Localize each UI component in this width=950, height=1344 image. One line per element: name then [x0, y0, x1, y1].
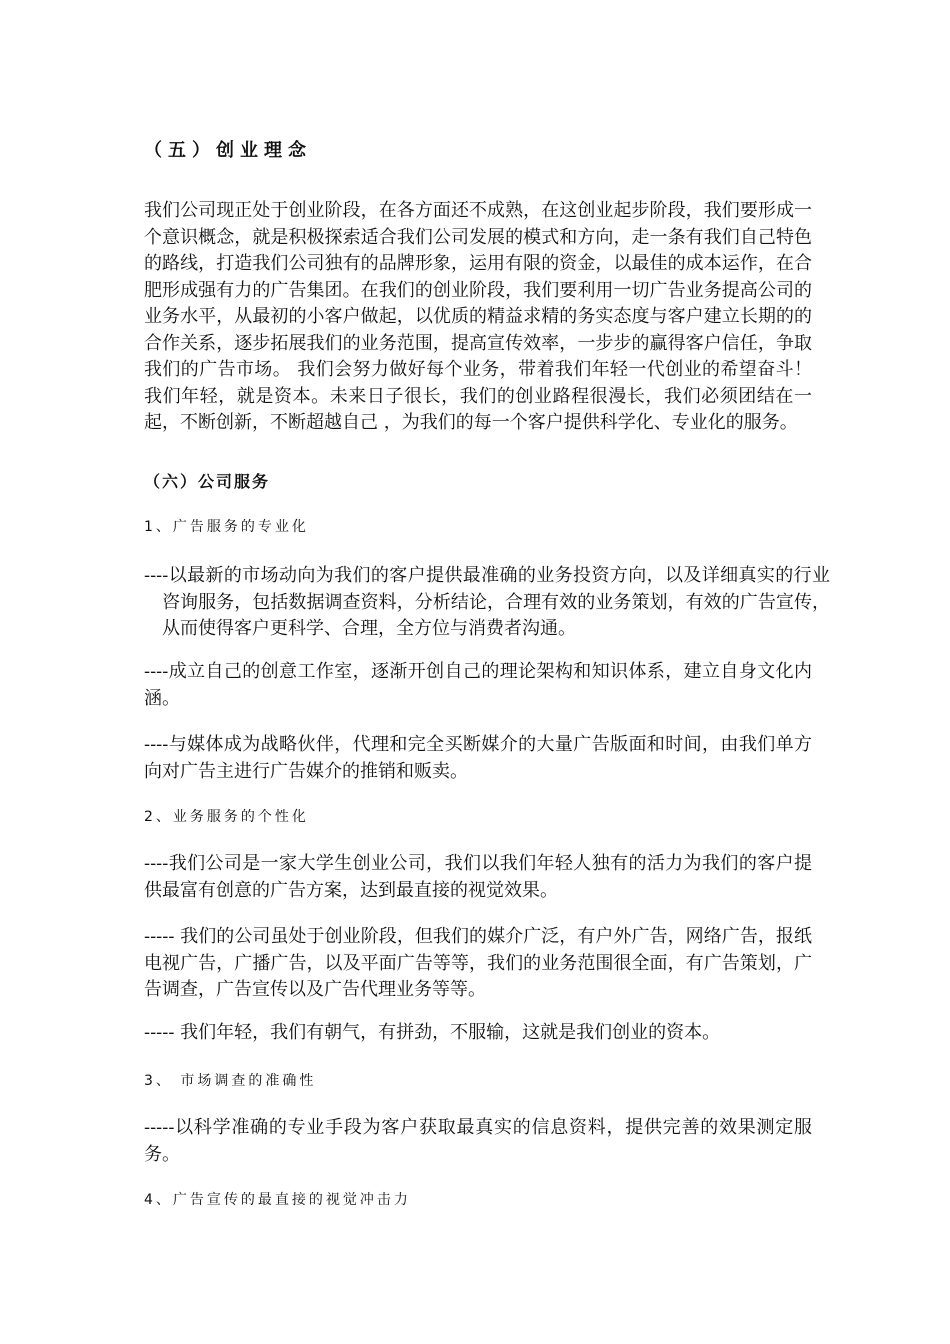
service-1-paragraph-1: ----以最新的市场动向为我们的客户提供最准确的业务投资方向，以及详细真实的行业咨询服务，包括数据调查资料，分析结论，合理有效的业务策划，有效的广告宣传，从而使得客户更科学、合理，全方位与消费者沟通。: [144, 565, 830, 639]
service-1-heading: 1、广告服务的专业化: [144, 519, 309, 535]
service-2-paragraph-1: ----我们公司是一家大学生创业公司，我们以我们年轻人独有的活力为我们的客户提供最富有创意的广告方案，达到最直接的视觉效果。: [144, 853, 812, 901]
service-1-paragraph-2: ----成立自己的创意工作室，逐渐开创自己的理论架构和知识体系，建立自身文化内涵。: [144, 661, 812, 709]
service-2-paragraph-2: ----- 我们的公司虽处于创业阶段，但我们的媒介广泛，有户外广告，网络广告，报纸电视广告，广播广告，以及平面广告等等，我们的业务范围很全面，有广告策划，广告调查，广告宣传以及广告代理业务等等。: [144, 926, 812, 1000]
service-3-heading: 3、 市场调查的准确性: [144, 1073, 317, 1089]
service-4-heading: 4、广告宣传的最直接的视觉冲击力: [144, 1192, 411, 1208]
service-3-paragraph-1: -----以科学准确的专业手段为客户获取最真实的信息资料，提供完善的效果测定服务。: [144, 1117, 812, 1165]
section-6-title: （六）公司服务: [144, 472, 271, 491]
service-2-paragraph-3: ----- 我们年轻，我们有朝气，有拼劲，不服输，这就是我们创业的资本。: [144, 1022, 721, 1043]
section-5-title: （五）创业理念: [144, 140, 312, 161]
service-2-heading: 2、业务服务的个性化: [144, 809, 309, 825]
service-1-paragraph-3: ----与媒体成为战略伙伴，代理和完全买断媒介的大量广告版面和时间，由我们单方向对广告主进行广告媒介的推销和贩卖。: [144, 734, 812, 782]
section-5-paragraph: 我们公司现正处于创业阶段，在各方面还不成熟，在这创业起步阶段，我们要形成一个意识概念，就是积极探索适合我们公司发展的模式和方向，走一条有我们自己特色的路线，打造我们公司独有的品牌形象，运用有限的资金，以最佳的成本运作，在合肥形成强有力的广告集团。在我们的创业阶段，我们要利用一切广告业务提高公司的业务水平，从最初的小客户做起，以优质的精益求精的务实态度与客户建立长期的的合作关系，逐步拓展我们的业务范围，提高宣传效率，一步步的赢得客户信任，争取我们的广告市场。 我们会努力做好每个业务，带着我们年轻一代创业的希望奋斗！我们年轻，就是资本。未来日子很长，我们的创业路程很漫长，我们必须团结在一起，不断创新，不断超越自己 ，为我们的每一个客户提供科学化、专业化的服务。: [144, 200, 812, 433]
